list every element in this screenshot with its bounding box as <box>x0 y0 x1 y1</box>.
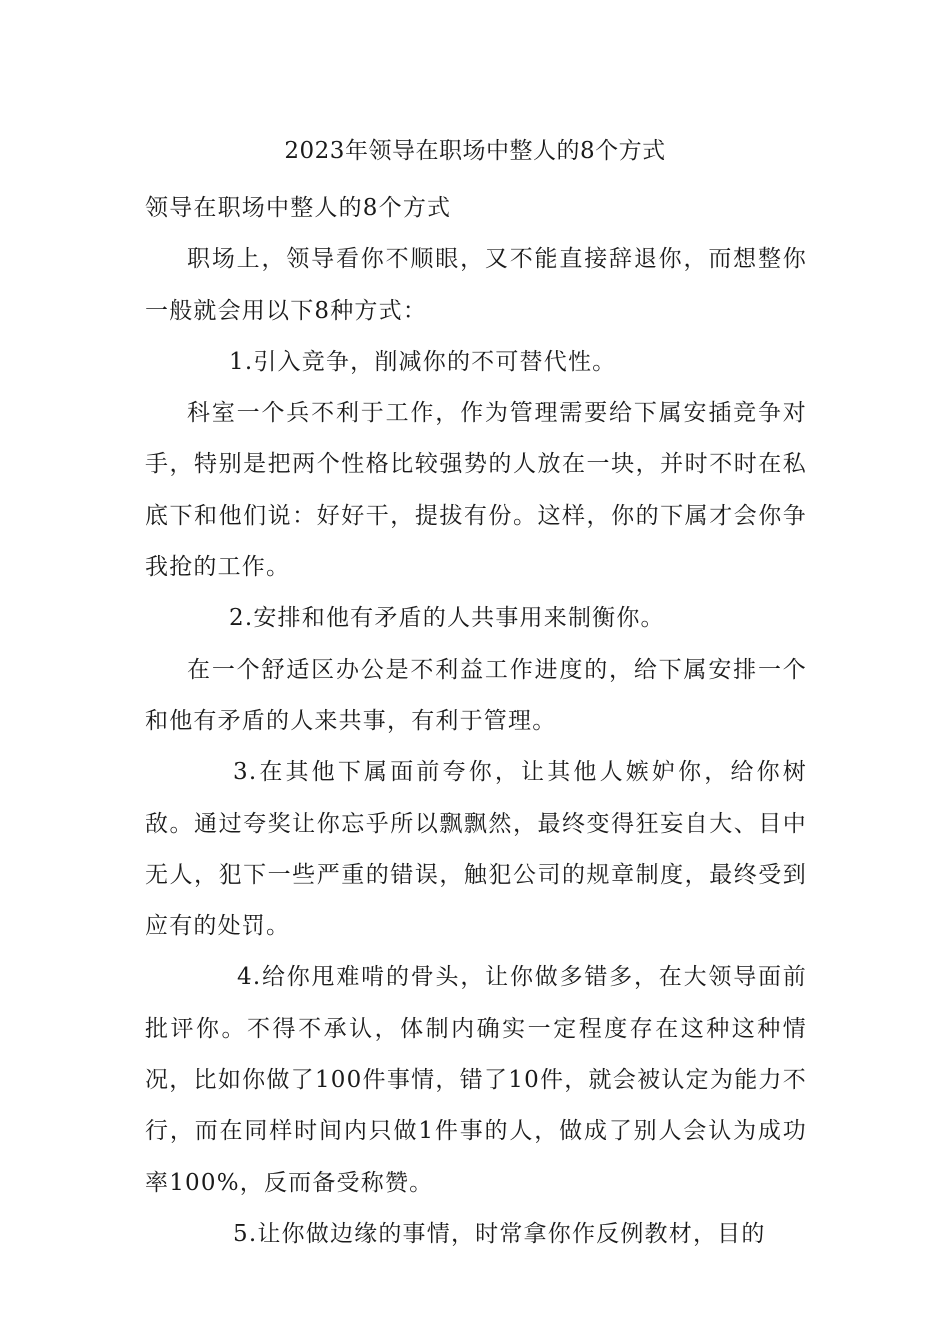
point-2-heading: 2.安排和他有矛盾的人共事用来制衡你。 <box>229 605 665 632</box>
document-subtitle: 领导在职场中整人的8个方式 <box>145 195 452 221</box>
point-5-paragraph: 5.让你做边缘的事情，时常拿你作反例教材，目的 <box>233 1220 766 1247</box>
point-4-paragraph: 4.给你甩难啃的骨头，让你做多错多，在大领导面前批评你。不得不承认，体制内确实一定程度存在这种这种情况，比如你做了100件事情，错了10件，就会被认定为能力不行，而在同样时间内只做1件事的人，做成了别人会认为成功率100%，反而备受称赞。 <box>145 964 807 1196</box>
document-title: 2023年领导在职场中整人的8个方式 <box>284 138 666 164</box>
point-3-paragraph: 3.在其他下属面前夸你，让其他人嫉妒你，给你树敌。通过夸奖让你忘乎所以飘飘然，最终变得狂妄自大、目中无人，犯下一些严重的错误，触犯公司的规章制度，最终受到应有的处罚。 <box>145 759 807 940</box>
point-1-heading: 1.引入竞争，削减你的不可替代性。 <box>229 348 617 375</box>
document-body <box>145 183 807 1260</box>
point-2-paragraph: 在一个舒适区办公是不利益工作进度的，给下属安排一个和他有矛盾的人来共事，有利于管理。 <box>145 656 807 734</box>
point-1-paragraph: 科室一个兵不利于工作，作为管理需要给下属安插竞争对手，特别是把两个性格比较强势的人放在一块，并时不时在私底下和他们说：好好干，提拔有份。这样，你的下属才会你争我抢的工作。 <box>145 400 807 581</box>
intro-paragraph: 职场上，领导看你不顺眼，又不能直接辞退你，而想整你一般就会用以下8种方式： <box>145 246 807 324</box>
